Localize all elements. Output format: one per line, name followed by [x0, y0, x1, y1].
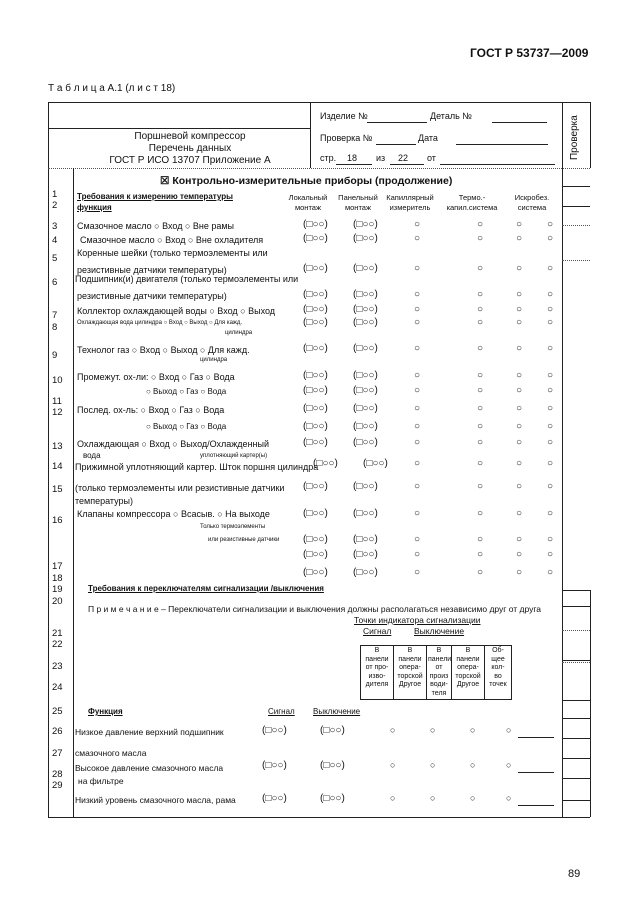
- temp-row-text: Охлаждающая вода цилиндра ○ Вход ○ Выход ○ Для кажд.: [77, 320, 243, 326]
- option-radio[interactable]: ○: [516, 304, 523, 315]
- local-mount-options[interactable]: (□○○): [303, 304, 328, 315]
- header-line: опера-: [399, 664, 421, 671]
- panel-mount-options[interactable]: (□○○): [353, 437, 378, 448]
- header-line: кол-: [491, 664, 505, 671]
- option-radio[interactable]: ○: [547, 481, 554, 492]
- line-number: 4: [52, 235, 58, 246]
- option-radio[interactable]: ○: [516, 263, 523, 274]
- product-label: Изделие №: [320, 111, 368, 121]
- header-line: В: [374, 647, 380, 654]
- count-field[interactable]: [518, 772, 554, 773]
- temp-row-text: резистивные датчики температуры): [77, 265, 227, 275]
- panel-mount-options[interactable]: (□○○): [353, 304, 378, 315]
- frame-line: [590, 102, 591, 168]
- header-line: торской: [455, 672, 481, 680]
- date-label: Дата: [418, 133, 438, 143]
- option-radio[interactable]: ○: [414, 317, 421, 328]
- total-value: 22: [398, 153, 409, 163]
- option-radio[interactable]: ○: [477, 370, 484, 381]
- indicator-points-table: [360, 645, 512, 700]
- option-radio[interactable]: ○: [477, 549, 484, 560]
- option-radio[interactable]: ○: [414, 549, 421, 560]
- option-radio[interactable]: ○: [516, 549, 523, 560]
- header-line: теля: [431, 689, 447, 697]
- local-mount-options[interactable]: (□○○): [303, 437, 328, 448]
- check-cell-line: [562, 590, 590, 591]
- option-radio[interactable]: ○: [414, 343, 421, 354]
- header-line: Об-: [492, 647, 504, 654]
- line-number: 8: [52, 322, 58, 333]
- frame-line: [48, 168, 590, 169]
- column-header: Панельный монтаж: [338, 193, 378, 212]
- local-mount-options[interactable]: (□○○): [303, 289, 328, 300]
- temp-row-text: Технолог газ ○ Вход ○ Выход ○ Для кажд.: [77, 345, 250, 355]
- column-header: Локальный монтаж: [288, 193, 328, 212]
- option-radio[interactable]: ○: [516, 317, 523, 328]
- page-underline: [336, 164, 372, 165]
- option-radio[interactable]: ○: [547, 343, 554, 354]
- line-number: 26: [52, 726, 63, 737]
- line-number: 14: [52, 461, 63, 472]
- option-radio[interactable]: ○: [477, 534, 484, 545]
- option-radio[interactable]: ○: [430, 725, 436, 735]
- option-radio[interactable]: ○: [414, 289, 421, 300]
- panel-mount-options[interactable]: (□○○): [353, 549, 378, 560]
- panel-mount-options[interactable]: (□○○): [353, 370, 378, 381]
- frame-line: [48, 102, 49, 818]
- local-mount-options[interactable]: (□○○): [303, 421, 328, 432]
- line-number: 10: [52, 375, 63, 386]
- option-radio[interactable]: ○: [430, 793, 436, 803]
- page-value: 18: [347, 153, 358, 163]
- alarm-row-text: Низкий уровень смазочного масла, рама: [75, 795, 236, 805]
- line-number: 6: [52, 277, 58, 288]
- local-mount-options[interactable]: (□○○): [303, 549, 328, 560]
- option-radio[interactable]: ○: [414, 534, 421, 545]
- temp-row-text: вода: [83, 451, 101, 460]
- panel-mount-options[interactable]: (□○○): [353, 343, 378, 354]
- option-radio[interactable]: ○: [516, 403, 523, 414]
- alarm-row-text: Низкое давление верхний подшипник: [75, 727, 224, 737]
- option-radio[interactable]: ○: [547, 385, 554, 396]
- line-number: 29: [52, 780, 63, 791]
- option-radio[interactable]: ○: [414, 421, 421, 432]
- option-radio[interactable]: ○: [477, 219, 484, 230]
- header-line: панели: [428, 655, 452, 663]
- line-number: 15: [52, 484, 63, 495]
- temp-row-text: резистивные датчики температуры): [77, 291, 227, 301]
- option-radio[interactable]: ○: [477, 289, 484, 300]
- option-radio[interactable]: ○: [547, 403, 554, 414]
- header-line: панели: [365, 655, 389, 663]
- panel-mount-options[interactable]: (□○○): [353, 403, 378, 414]
- option-radio[interactable]: ○: [516, 421, 523, 432]
- header-line: точек: [489, 681, 507, 688]
- option-radio[interactable]: ○: [477, 437, 484, 448]
- temp-row-text: Охлаждающая ○ Вход ○ Выход/Охлажденный: [77, 439, 270, 449]
- part-field[interactable]: [492, 122, 547, 123]
- header-line: дителя: [365, 681, 389, 688]
- panel-mount-options[interactable]: (□○○): [353, 385, 378, 396]
- header-line: изво-: [368, 672, 386, 680]
- count-field[interactable]: [518, 737, 554, 738]
- local-mount-options[interactable]: (□○○): [303, 233, 328, 244]
- header-line: В: [465, 647, 471, 654]
- option-radio[interactable]: ○: [516, 481, 523, 492]
- option-radio[interactable]: ○: [414, 458, 421, 469]
- temp-requirement: Требования к измерению температуры: [77, 192, 233, 201]
- column-header: Термо.- капил.система: [446, 193, 498, 212]
- option-radio[interactable]: ○: [516, 385, 523, 396]
- panel-mount-options[interactable]: (□○○): [353, 508, 378, 519]
- header-line: произ: [429, 672, 449, 680]
- line-number: 3: [52, 221, 58, 232]
- line-number: 16: [52, 515, 63, 526]
- option-radio[interactable]: ○: [390, 760, 396, 770]
- temp-row-text: Смазочное масло ○ Вход ○ Вне рамы: [77, 221, 235, 231]
- check-no-label: Проверка №: [320, 133, 373, 143]
- temp-row-text: температуры): [75, 496, 133, 506]
- option-radio[interactable]: ○: [547, 304, 554, 315]
- check-cell-line: [562, 606, 590, 607]
- from-label: от: [427, 153, 436, 163]
- header-line: щее: [491, 655, 505, 663]
- temp-row-text: Клапаны компрессора ○ Всасыв. ○ На выходе: [77, 509, 270, 519]
- frame-line: [310, 102, 311, 168]
- option-radio[interactable]: ○: [477, 343, 484, 354]
- option-radio[interactable]: ○: [516, 289, 523, 300]
- panel-mount-options[interactable]: (□○○): [353, 263, 378, 274]
- date-field[interactable]: [456, 144, 548, 145]
- frame-line: [48, 102, 590, 103]
- line-number: 27: [52, 748, 63, 759]
- check-cell-line: [562, 758, 590, 759]
- local-mount-options[interactable]: (□○○): [303, 263, 328, 274]
- frame-line: [48, 817, 562, 818]
- panel-mount-options[interactable]: (□○○): [353, 289, 378, 300]
- option-radio[interactable]: ○: [414, 567, 421, 578]
- line-number: 11: [52, 396, 62, 407]
- temp-row-text: ○ Выход ○ Газ ○ Вода: [146, 387, 227, 396]
- option-radio[interactable]: ○: [470, 725, 476, 735]
- option-radio[interactable]: ○: [390, 793, 396, 803]
- frame-line: [73, 168, 74, 818]
- page-label: стр.: [320, 153, 337, 163]
- line-number: 13: [52, 441, 63, 452]
- frame-line: [48, 128, 310, 129]
- option-radio[interactable]: ○: [516, 343, 523, 354]
- form-title-line: ГОСТ Р ИСО 13707 Приложение А: [109, 155, 271, 166]
- option-radio[interactable]: ○: [547, 317, 554, 328]
- local-mount-options[interactable]: (□○○): [303, 317, 328, 328]
- check-cell-line: [562, 800, 590, 801]
- panel-mount-options[interactable]: (□○○): [353, 481, 378, 492]
- line-number: 7: [52, 310, 58, 321]
- temp-row-text: цилиндра: [225, 330, 253, 336]
- header-line: Другое: [398, 681, 422, 688]
- check-cell-line: [562, 225, 590, 226]
- option-radio[interactable]: ○: [516, 567, 523, 578]
- panel-mount-options[interactable]: (□○○): [353, 219, 378, 230]
- temp-row-text: Только термоэлементы: [200, 524, 266, 530]
- local-mount-options[interactable]: (□○○): [303, 343, 328, 354]
- temp-row-text: Коренные шейки (только термоэлементы или: [77, 248, 268, 258]
- option-radio[interactable]: ○: [470, 760, 476, 770]
- check-cell-line: [562, 660, 590, 661]
- signal-options[interactable]: (□○○): [262, 760, 287, 771]
- local-mount-options[interactable]: (□○○): [303, 508, 328, 519]
- option-radio[interactable]: ○: [547, 263, 554, 274]
- option-radio[interactable]: ○: [477, 421, 484, 432]
- shutdown-label: Выключение: [313, 707, 361, 716]
- option-radio[interactable]: ○: [547, 219, 554, 230]
- shutdown-options[interactable]: (□○○): [320, 793, 345, 804]
- line-number: 19: [52, 584, 63, 595]
- line-number: 20: [52, 596, 63, 607]
- header-line: панели: [456, 655, 480, 663]
- local-mount-options[interactable]: (□○○): [303, 219, 328, 230]
- header-line: от про-: [365, 664, 389, 671]
- line-number: 28: [52, 769, 63, 780]
- check-cell-line: [562, 700, 590, 701]
- temp-row-text: Подшипник(и) двигателя (только термоэлементы или: [75, 274, 299, 284]
- total-underline: [390, 164, 424, 165]
- temp-function: функция: [77, 203, 112, 212]
- option-radio[interactable]: ○: [516, 233, 523, 244]
- points-signal: Сигнал: [363, 626, 392, 636]
- line-number: 17: [52, 561, 63, 572]
- temp-row-text: цилиндра: [200, 357, 228, 363]
- temp-row-text: уплотняющий картер(ы): [200, 453, 268, 459]
- option-radio[interactable]: ○: [477, 458, 484, 469]
- temp-row-text: (только термоэлементы или резистивные датчики: [75, 483, 285, 493]
- line-number: 9: [52, 350, 58, 361]
- header-line: В: [436, 647, 442, 654]
- signal-options[interactable]: (□○○): [262, 725, 287, 736]
- option-radio[interactable]: ○: [477, 304, 484, 315]
- line-number: 18: [52, 573, 63, 584]
- option-radio[interactable]: ○: [547, 534, 554, 545]
- signal-label: Сигнал: [268, 707, 295, 716]
- option-radio[interactable]: ○: [477, 385, 484, 396]
- panel-mount-options[interactable]: (□○○): [363, 458, 388, 469]
- option-radio[interactable]: ○: [414, 481, 421, 492]
- check-column-border: [590, 590, 591, 817]
- local-mount-options[interactable]: (□○○): [313, 458, 338, 469]
- panel-mount-options[interactable]: (□○○): [353, 567, 378, 578]
- option-radio[interactable]: ○: [506, 760, 512, 770]
- check-cell-line: [562, 662, 590, 663]
- header-line: Другое: [456, 681, 480, 688]
- option-radio[interactable]: ○: [477, 567, 484, 578]
- header-line: опера-: [457, 664, 479, 671]
- column-header: Капиллярный измеритель: [386, 193, 434, 212]
- shutdown-options[interactable]: (□○○): [320, 725, 345, 736]
- panel-mount-options[interactable]: (□○○): [353, 421, 378, 432]
- check-cell-line: [562, 630, 590, 631]
- temp-row-text: Прижимной уплотняющий картер. Шток поршня цилиндра: [75, 462, 319, 472]
- panel-mount-options[interactable]: (□○○): [353, 534, 378, 545]
- option-radio[interactable]: ○: [414, 219, 421, 230]
- header-line: В: [407, 647, 413, 654]
- option-radio[interactable]: ○: [414, 385, 421, 396]
- option-radio[interactable]: ○: [414, 263, 421, 274]
- points-shutdown: Выключение: [414, 626, 465, 636]
- check-column-label: Проверка: [569, 115, 580, 160]
- option-radio[interactable]: ○: [477, 403, 484, 414]
- line-number: 25: [52, 706, 63, 717]
- option-radio[interactable]: ○: [477, 481, 484, 492]
- check-cell-line: [562, 817, 590, 818]
- temp-row-text: или резистивные датчики: [208, 537, 280, 543]
- local-mount-options[interactable]: (□○○): [303, 481, 328, 492]
- temp-row-text: Промежут. ох-ли: ○ Вход ○ Газ ○ Вода: [77, 372, 235, 382]
- option-radio[interactable]: ○: [477, 508, 484, 519]
- option-radio[interactable]: ○: [477, 317, 484, 328]
- panel-mount-options[interactable]: (□○○): [353, 233, 378, 244]
- header-line: торской: [397, 672, 423, 680]
- option-radio[interactable]: ○: [547, 549, 554, 560]
- line-number: 5: [52, 253, 58, 264]
- option-radio[interactable]: ○: [547, 289, 554, 300]
- check-cell-line: [562, 738, 590, 739]
- option-radio[interactable]: ○: [516, 508, 523, 519]
- option-radio[interactable]: ○: [414, 304, 421, 315]
- alarm-row-text: смазочного масла: [75, 748, 147, 758]
- temp-row-text: Послед. ох-ль: ○ Вход ○ Газ ○ Вода: [77, 405, 225, 415]
- option-radio[interactable]: ○: [516, 437, 523, 448]
- local-mount-options[interactable]: (□○○): [303, 385, 328, 396]
- header-line: води-: [430, 681, 448, 688]
- option-radio[interactable]: ○: [414, 370, 421, 381]
- option-radio[interactable]: ○: [547, 370, 554, 381]
- column-header: Искробез. система: [514, 193, 550, 212]
- check-cell-line: [562, 718, 590, 719]
- from-field[interactable]: [440, 164, 555, 165]
- option-radio[interactable]: ○: [470, 793, 476, 803]
- points-table-header: [451, 646, 484, 699]
- option-radio[interactable]: ○: [477, 263, 484, 274]
- line-number: 22: [52, 639, 63, 650]
- local-mount-options[interactable]: (□○○): [303, 370, 328, 381]
- product-field[interactable]: [367, 122, 427, 123]
- option-radio[interactable]: ○: [516, 458, 523, 469]
- points-table-header: [426, 646, 451, 699]
- header-line: во: [494, 672, 502, 680]
- check-cell-line: [562, 206, 590, 207]
- count-field[interactable]: [518, 805, 554, 806]
- local-mount-options[interactable]: (□○○): [303, 534, 328, 545]
- frame-line: [562, 102, 563, 818]
- header-line: от: [435, 664, 443, 671]
- table-caption: Т а б л и ц а А.1 (л и с т 18): [48, 83, 176, 94]
- part-label: Деталь №: [430, 111, 472, 121]
- option-radio[interactable]: ○: [547, 233, 554, 244]
- points-title: Точки индикатора сигнализации: [354, 615, 481, 625]
- points-table-header: [393, 646, 426, 699]
- function-label: Функция: [88, 707, 123, 716]
- points-table-header: [484, 646, 511, 699]
- local-mount-options[interactable]: (□○○): [303, 567, 328, 578]
- of-label: из: [376, 153, 386, 163]
- option-radio[interactable]: ○: [477, 233, 484, 244]
- alarm-title: Требования к переключателям сигнализации /выключения: [88, 584, 324, 593]
- header-line: панели: [398, 655, 422, 663]
- temp-row-text: Коллектор охлаждающей воды ○ Вход ○ Выход: [77, 306, 276, 316]
- option-radio[interactable]: ○: [516, 534, 523, 545]
- form-title-line: Поршневой компрессор: [134, 131, 246, 142]
- panel-mount-options[interactable]: (□○○): [353, 317, 378, 328]
- option-radio[interactable]: ○: [414, 403, 421, 414]
- line-number: 1: [52, 189, 58, 200]
- alarm-row-text: на фильтре: [78, 776, 124, 786]
- temp-row-text: ○ Выход ○ Газ ○ Вода: [146, 422, 227, 431]
- check-cell-line: [562, 778, 590, 779]
- option-radio[interactable]: ○: [547, 421, 554, 432]
- form-title: [80, 131, 300, 167]
- option-radio[interactable]: ○: [506, 793, 512, 803]
- line-number: 23: [52, 661, 63, 672]
- option-radio[interactable]: ○: [547, 437, 554, 448]
- option-radio[interactable]: ○: [430, 760, 436, 770]
- local-mount-options[interactable]: (□○○): [303, 403, 328, 414]
- line-number: 24: [52, 682, 63, 693]
- alarm-row-text: Высокое давление смазочного масла: [75, 763, 224, 773]
- check-no-field[interactable]: [376, 144, 416, 145]
- page-number: 89: [568, 868, 581, 880]
- doc-number: ГОСТ Р 53737—2009: [470, 46, 589, 60]
- check-cell-line: [562, 186, 590, 187]
- temp-row-text: Смазочное масло ○ Вход ○ Вне охладителя: [80, 235, 264, 245]
- option-radio[interactable]: ○: [506, 725, 512, 735]
- option-radio[interactable]: ○: [390, 725, 396, 735]
- line-number: 12: [52, 407, 63, 418]
- option-radio[interactable]: ○: [414, 508, 421, 519]
- section-title: ☒ Контрольно-измерительные приборы (продолжение): [160, 175, 453, 187]
- shutdown-options[interactable]: (□○○): [320, 760, 345, 771]
- option-radio[interactable]: ○: [547, 508, 554, 519]
- form-title-line: Перечень данных: [148, 143, 232, 154]
- option-radio[interactable]: ○: [547, 458, 554, 469]
- option-radio[interactable]: ○: [414, 233, 421, 244]
- option-radio[interactable]: ○: [516, 370, 523, 381]
- option-radio[interactable]: ○: [414, 437, 421, 448]
- option-radio[interactable]: ○: [516, 219, 523, 230]
- line-number: 21: [52, 628, 63, 639]
- line-number: 2: [52, 200, 58, 211]
- check-cell-line: [562, 260, 590, 261]
- alarm-note: П р и м е ч а н и е – Переключатели сигнализации и выключения должны располагаться независимо друг от друга: [88, 604, 542, 614]
- option-radio[interactable]: ○: [547, 567, 554, 578]
- points-table-header: [361, 646, 393, 699]
- signal-options[interactable]: (□○○): [262, 793, 287, 804]
